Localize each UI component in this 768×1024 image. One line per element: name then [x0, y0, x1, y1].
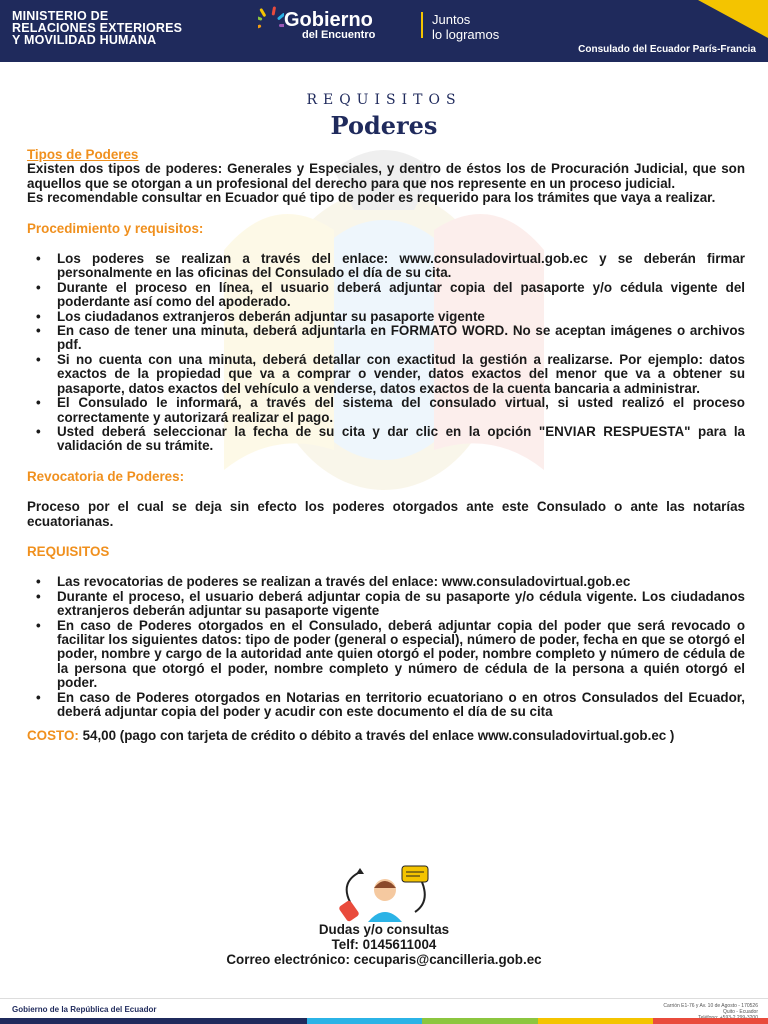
- list-item: • Los ciudadanos extranjeros deberán adjuntar su pasaporte vigente: [27, 310, 745, 324]
- slogan-line: Juntos: [432, 12, 471, 27]
- ministry-logo-text: [12, 10, 182, 46]
- procedimiento-title: Procedimiento y requisitos:: [27, 220, 204, 236]
- revocatoria-paragraph: Proceso por el cual se deja sin efecto los poderes otorgados ante este Consulado o ante las notarías ecuatorianas.: [27, 499, 745, 529]
- list-item: • En caso de Poderes otorgados en el Consulado, deberá adjuntar copia del poder que será revocado o facilitar los siguientes datos: tipo de poder (general o especial), número de poder, fecha en que se otorgó el poder, nombre y cargo de la autoridad ante quien otorgó el poder, nombre completo y número de cédula de la persona que otorgó el poder, nombre completo y número de cédula de la persona a quién otorgó el poder.: [27, 619, 745, 691]
- footer-government-name: Gobierno de la República del Ecuador: [12, 1005, 157, 1014]
- color-bar-segment: [422, 1018, 537, 1024]
- list-item: • Durante el proceso, el usuario deberá adjuntar copia de su pasaporte y/o cédula vigente. Los ciudadanos extranjeros deberán adjuntar su pasaporte vigente: [27, 590, 745, 619]
- contact-phone: Telf: 0145611004: [331, 937, 437, 952]
- list-item: • En caso de tener una minuta, deberá adjuntarla en FORMATO WORD. No se aceptan imágenes o archivos pdf.: [27, 324, 745, 353]
- page-title: Poderes: [330, 111, 438, 140]
- list-item: • Durante el proceso en línea, el usuario deberá adjuntar copia del pasaporte y/o cédula vigente del poderdante así como del apoderado.: [27, 281, 745, 310]
- slogan-line: lo logramos: [432, 27, 500, 42]
- slogan: [432, 12, 499, 42]
- requisitos-heading: REQUISITOS: [306, 92, 462, 108]
- contact-line: Dudas y/o consultas: [318, 922, 450, 937]
- color-bar-segment: [653, 1018, 768, 1024]
- ministry-line: RELACIONES EXTERIORES: [12, 21, 183, 35]
- footer-color-bar: [0, 1018, 768, 1024]
- list-item: • En caso de Poderes otorgados en Notarias en territorio ecuatoriano o en otros Consulados del Ecuador, deberá adjuntar copia del poder y acudir con este documento el día de su cita: [27, 691, 745, 720]
- tipos-paragraph-1: Existen dos tipos de poderes: Generales y Especiales, y dentro de éstos los de Procuración Judicial, que son aquellos que se otorgan a un profesional del derecho para que nos represente en un proceso judicial.: [27, 161, 745, 191]
- footer-address-line: Quito - Ecuador: [722, 1009, 758, 1015]
- gobierno-title: Gobierno: [284, 9, 373, 31]
- list-item: • Las revocatorias de poderes se realizan a través del enlace: www.consuladovirtual.gob.ec: [27, 575, 745, 589]
- costo-label: COSTO:: [27, 728, 79, 744]
- revocatoria-title: Revocatoria de Poderes:: [27, 468, 185, 484]
- list-item: • Usted deberá seleccionar la fecha de su cita y dar clic en la opción "ENVIAR RESPUESTA" para la validación de su trámite.: [27, 425, 745, 454]
- requisitos-title: REQUISITOS: [27, 543, 110, 559]
- costo-text: 54,00 (pago con tarjeta de crédito o débito a través del enlace www.consuladovirtual.gob.ec ): [78, 728, 675, 744]
- color-bar-segment: [307, 1018, 422, 1024]
- contact-email: Correo electrónico: cecuparis@cancilleria.gob.ec: [226, 952, 542, 967]
- list-item: • Si no cuenta con una minuta, deberá detallar con exactitud la gestión a realizarse. Por ejemplo: datos exactos de la propiedad que va a comprar o vender, datos exactos del menor que va a obtener su pasaporte, datos exactos del vehículo a venderse, datos exactos de la cuenta bancaria a administrar.: [27, 353, 745, 396]
- tipos-title: Tipos de Poderes: [27, 147, 139, 162]
- requisitos-list: [27, 575, 745, 719]
- gobierno-sun-logo-icon: [258, 4, 284, 44]
- footer-divider: [0, 998, 768, 999]
- contact-block: [0, 922, 768, 967]
- header-divider: [421, 12, 423, 38]
- ministry-line: Y MOVILIDAD HUMANA: [12, 33, 157, 47]
- consulado-name: Consulado del Ecuador París-Francia: [578, 44, 756, 55]
- ministry-line: MINISTERIO DE: [12, 9, 109, 23]
- yellow-stripe-decoration-icon: [658, 0, 768, 40]
- color-bar-segment: [0, 1018, 307, 1024]
- list-item: • El Consulado le informará, a través del sistema del consulado virtual, si usted realizó el proceso correctamente y autorizará realizar el pago.: [27, 396, 745, 425]
- color-bar-segment: [538, 1018, 653, 1024]
- costo-paragraph: [27, 729, 745, 743]
- tipos-paragraph-2: Es recomendable consultar en Ecuador qué tipo de poder es requerido para los trámites que vaya a realizar.: [27, 190, 716, 206]
- call-center-agent-icon: [330, 862, 440, 924]
- footer-address-line: Carrión E1-76 y Av. 10 de Agosto - 170526: [663, 1003, 758, 1009]
- header-banner: [0, 0, 768, 62]
- main-content: [27, 148, 745, 744]
- procedimiento-list: [27, 252, 745, 454]
- list-item: • Los poderes se realizan a través del enlace: www.consuladovirtual.gob.ec y se deberán firmar personalmente en las oficinas del Consulado el día de su cita.: [27, 252, 745, 281]
- gobierno-subtitle: del Encuentro: [302, 29, 376, 41]
